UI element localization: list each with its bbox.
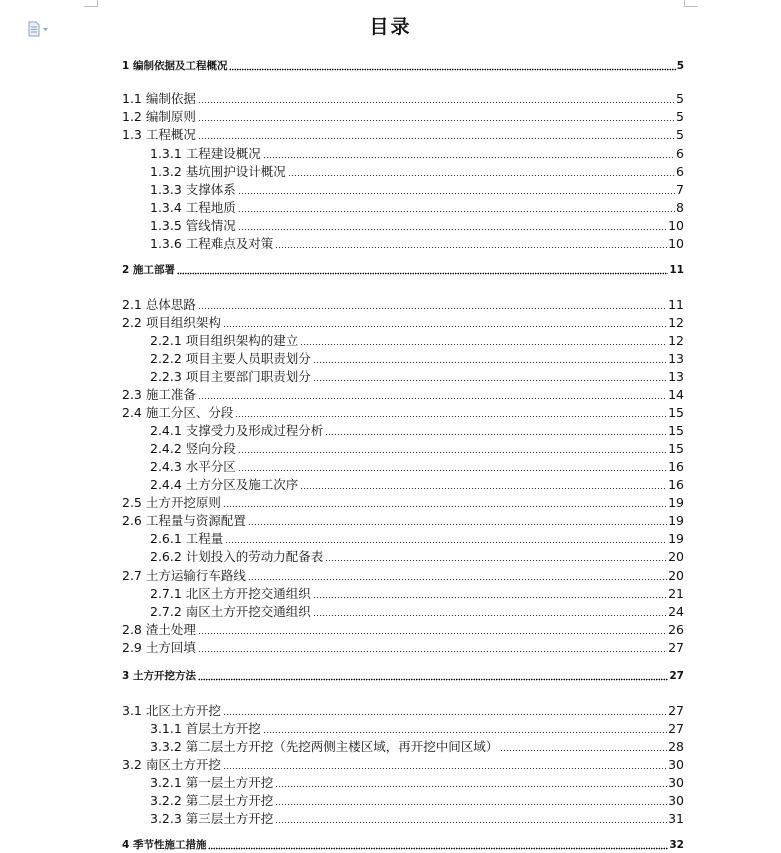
toc-entry[interactable] [122,387,684,403]
toc-entry[interactable] [122,757,684,773]
toc-dot-leader [275,794,667,806]
toc-entry-label: 2.3 施工准备 [122,387,196,402]
toc-entry[interactable] [122,495,684,511]
toc-dot-leader [325,550,667,562]
toc-dot-leader [238,183,675,195]
toc-entry-label: 2.7.1 北区土方开挖交通组织 [150,586,311,601]
toc-entry-label: 3 土方开挖方法 [122,670,196,682]
toc-dot-leader [238,201,675,213]
toc-entry-page: 5 [676,127,684,142]
toc-entry-label: 4 季节性施工措施 [122,839,207,851]
toc-dot-leader [238,442,667,454]
toc-entry[interactable] [150,739,684,755]
toc-entry[interactable] [122,837,684,853]
toc-entry-page: 27 [668,640,684,655]
toc-entry-label: 1.2 编制原则 [122,109,196,124]
toc-entry[interactable] [150,236,684,252]
toc-entry-label: 1.3.3 支撑体系 [150,182,236,197]
toc-dot-leader [238,219,667,231]
toc-entry-label: 2.4 施工分区、分段 [122,405,234,420]
toc-entry-page: 30 [668,775,684,790]
toc-entry-page: 10 [668,218,684,233]
toc-entry-label: 2.2.2 项目主要人员职责划分 [150,351,311,366]
toc-dot-leader [238,460,667,472]
toc-entry-label: 2.8 渣土处理 [122,622,196,637]
toc-dot-leader [208,838,668,850]
toc-entry-label: 2.6.2 计划投入的劳动力配备表 [150,549,324,564]
toc-entry-page: 15 [668,441,684,456]
toc-entry-label: 2.9 土方回填 [122,640,196,655]
toc-entry[interactable] [122,405,684,421]
toc-dot-leader [263,722,667,734]
toc-entry-page: 26 [668,622,684,637]
toc-dot-leader [177,263,668,275]
toc-dot-leader [223,316,667,328]
toc-entry-page: 20 [668,549,684,564]
page-corner-mark [84,6,98,7]
toc-dot-leader [313,605,667,617]
toc-entry[interactable] [150,531,684,547]
toc-entry-page: 30 [668,757,684,772]
toc-entry[interactable] [122,262,684,278]
toc-dot-leader [325,424,667,436]
toc-entry-page: 31 [668,811,684,826]
toc-entry[interactable] [122,58,684,74]
toc-dot-leader [198,669,668,681]
toc-dot-leader [198,92,675,104]
toc-entry[interactable] [150,333,684,349]
toc-dot-leader [198,388,667,400]
toc-entry[interactable] [122,513,684,529]
toc-entry-page: 27 [669,670,684,682]
toc-entry-page: 28 [668,739,684,754]
toc-entry[interactable] [122,91,684,107]
toc-dot-leader [300,478,667,490]
toc-entry-label: 1.3.4 工程地质 [150,200,236,215]
toc-entry-page: 20 [668,568,684,583]
toc-entry[interactable] [150,369,684,385]
toc-entry-page: 15 [668,423,684,438]
toc-entry[interactable] [150,164,684,180]
toc-entry-label: 3.2 南区土方开挖 [122,757,221,772]
toc-entry[interactable] [122,109,684,125]
toc-entry-page: 6 [676,146,684,161]
toc-entry-page: 24 [668,604,684,619]
toc-entry-page: 27 [668,721,684,736]
toc-entry[interactable] [150,811,684,827]
toc-entry-page: 27 [668,703,684,718]
toc-entry-label: 3.2.3 第三层土方开挖 [150,811,274,826]
toc-dot-leader [288,165,675,177]
toc-entry[interactable] [150,441,684,457]
toc-dot-leader [275,237,667,249]
toc-entry-page: 5 [676,60,684,72]
toc-entry-label: 1 编制依据及工程概况 [122,60,228,72]
toc-dot-leader [198,128,675,140]
toc-entry-label: 2 施工部署 [122,264,175,276]
toc-dot-leader [223,758,667,770]
toc-entry[interactable] [150,423,684,439]
toc-entry-label: 2.2.1 项目组织架构的建立 [150,333,299,348]
toc-entry[interactable] [122,703,684,719]
toc-entry-page: 12 [668,315,684,330]
toc-entry-label: 2.4.2 竖向分段 [150,441,236,456]
toc-dot-leader [248,569,667,581]
toc-entry[interactable] [122,568,684,584]
toc-entry-label: 2.4.4 土方分区及施工次序 [150,477,299,492]
toc-entry-page: 7 [676,182,684,197]
toc-entry[interactable] [122,668,684,684]
toc-entry-page: 13 [668,369,684,384]
toc-entry[interactable] [150,721,684,737]
toc-entry-label: 2.5 土方开挖原则 [122,495,221,510]
toc-entry-label: 3.2.1 第一层土方开挖 [150,775,274,790]
toc-entry-label: 2.6 工程量与资源配置 [122,513,246,528]
toc-entry[interactable] [150,459,684,475]
toc-entry-label: 2.1 总体思路 [122,297,196,312]
toc-entry-page: 11 [669,264,684,276]
toc-entry[interactable] [122,640,684,656]
toc-dot-leader [225,532,667,544]
toc-entry-label: 1.1 编制依据 [122,91,196,106]
toc-dot-leader [248,514,667,526]
toc-entry[interactable] [150,146,684,162]
toc-entry-page: 19 [668,513,684,528]
toc-entry-page: 8 [676,200,684,215]
toc-entry-page: 13 [668,351,684,366]
toc-dot-leader [198,641,667,653]
toc-entry[interactable] [150,477,684,493]
toc-entry-page: 5 [676,91,684,106]
toc-entry[interactable] [150,218,684,234]
toc-entry-label: 2.6.1 工程量 [150,531,224,546]
toc-entry-page: 21 [668,586,684,601]
toc-dot-leader [275,812,667,824]
toc-entry-label: 3.1 北区土方开挖 [122,703,221,718]
toc-entry-page: 6 [676,164,684,179]
toc-entry-page: 12 [668,333,684,348]
toc-entry[interactable] [122,622,684,638]
toc-entry-label: 2.2.3 项目主要部门职责划分 [150,369,311,384]
toc-dot-leader [223,704,667,716]
toc-entry-label: 1.3.6 工程难点及对策 [150,236,274,251]
toc-entry-label: 2.4.1 支撑受力及形成过程分析 [150,423,324,438]
toc-entry-page: 19 [668,531,684,546]
toc-entry[interactable] [150,351,684,367]
toc-dot-leader [313,587,667,599]
toc-entry-page: 11 [668,297,684,312]
toc-dot-leader [198,298,667,310]
toc-entry-label: 2.4.3 水平分区 [150,459,236,474]
toc-entry[interactable] [150,775,684,791]
toc-dot-leader [235,406,667,418]
toc-entry-label: 1.3.5 管线情况 [150,218,236,233]
page-corner-mark [684,6,698,7]
toc-entry-label: 3.3.2 第二层土方开挖（先挖两侧主楼区域，再开挖中间区域） [150,739,499,754]
toc-entry[interactable] [150,586,684,602]
toc-dot-leader [229,59,675,71]
toc-dot-leader [198,110,675,122]
toc-entry[interactable] [122,315,684,331]
toc-entry-label: 3.1.1 首层土方开挖 [150,721,261,736]
toc-entry-label: 3.2.2 第二层土方开挖 [150,793,274,808]
toc-title: 目录 [369,16,412,38]
toc-dot-leader [500,740,667,752]
toc-entry-label: 2.7 土方运输行车路线 [122,568,246,583]
toc-entry-page: 16 [668,459,684,474]
toc-entry-label: 2.7.2 南区土方开挖交通组织 [150,604,311,619]
toc-entry[interactable] [122,297,684,313]
toc-entry[interactable] [122,127,684,143]
toc-entry-page: 15 [668,405,684,420]
toc-dot-leader [263,147,675,159]
toc-dot-leader [313,352,667,364]
toc-entry-page: 10 [668,236,684,251]
toc-entry[interactable] [150,182,684,198]
toc-entry-page: 16 [668,477,684,492]
toc-dot-leader [223,496,667,508]
toc-entry-label: 1.3.1 工程建设概况 [150,146,261,161]
toc-dot-leader [313,370,667,382]
toc-entry-label: 1.3.2 基坑围护设计概况 [150,164,286,179]
toc-entry[interactable] [150,604,684,620]
toc-entry-page: 14 [668,387,684,402]
toc-dot-leader [300,334,667,346]
toc-entry[interactable] [150,200,684,216]
toc-dot-leader [198,623,667,635]
toc-entry-label: 1.3 工程概况 [122,127,196,142]
toc-entry-page: 30 [668,793,684,808]
toc-entry-page: 32 [669,839,684,851]
toc-entry-label: 2.2 项目组织架构 [122,315,221,330]
toc-entry[interactable] [150,793,684,809]
toc-entry-page: 19 [668,495,684,510]
toc-dot-leader [275,776,667,788]
toc-entry-page: 5 [676,109,684,124]
toc-entry[interactable] [150,549,684,565]
